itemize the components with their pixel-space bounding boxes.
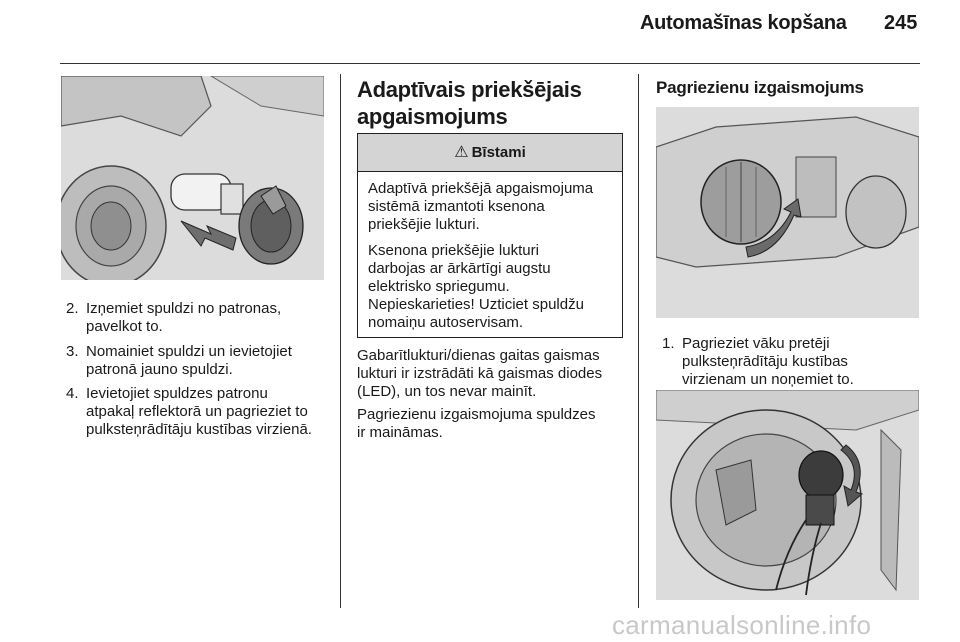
warning-line: elektrisko spriegumu. [368, 278, 510, 295]
step-text-line: pulksteņrādītāju kustības virzienā. [86, 421, 312, 438]
site-watermark: carmanualsonline.info [612, 610, 872, 640]
paragraph-line: ir maināmas. [357, 424, 443, 441]
cornering-bulb-holder-illustration [656, 390, 919, 600]
warning-body [358, 172, 622, 348]
paragraph-line: (LED), un tos nevar mainīt. [357, 383, 537, 400]
warning-line: darbojas ar ārkārtīgi augstu [368, 260, 551, 277]
warning-line: Nepieskarieties! Uzticiet spuldžu [368, 296, 584, 313]
column-divider-right [638, 74, 639, 608]
bulb-holder-illustration [61, 76, 324, 280]
warning-paragraph [368, 242, 612, 332]
warning-line: Adaptīvā priekšējā apgaismojuma [368, 180, 594, 197]
section-heading-line: apgaismojums [357, 104, 508, 129]
paragraph-line: Gabarītlukturi/dienas gaitas gaismas [357, 347, 600, 364]
section-heading-line: Adaptīvais priekšējais [357, 77, 582, 102]
step-text-line: pulksteņrādītāju kustības [682, 353, 848, 370]
header-divider [60, 63, 920, 64]
paragraph-line: lukturi ir izstrādāti kā gaismas diodes [357, 365, 603, 382]
warning-paragraph [368, 180, 612, 234]
paragraph-line: Pagriezienu izgaismojuma spuldzes [357, 406, 596, 423]
step-text-line: Nomainiet spuldzi un ievietojiet [86, 343, 292, 360]
column-divider-left [340, 74, 341, 608]
cornering-lamp-cover-illustration [656, 107, 919, 318]
warning-line: sistēmā izmantoti ksenona [368, 198, 545, 215]
step-text-line: Pagrieziet vāku pretēji [682, 335, 830, 352]
step-number: 3. [66, 343, 79, 360]
step-number: 4. [66, 385, 79, 402]
step-text-line: patronā jauno spuldzi. [86, 361, 233, 378]
step-text-line: pavelkot to. [86, 318, 163, 335]
body-paragraph [357, 347, 629, 401]
step-text-line: Izņemiet spuldzi no patronas, [86, 300, 282, 317]
danger-warning-box [357, 133, 623, 338]
page-number: 245 [884, 12, 918, 34]
body-paragraph [357, 406, 629, 442]
step-text-line: virzienam un noņemiet to. [682, 371, 854, 388]
warning-header [358, 134, 622, 172]
step-number: 2. [66, 300, 79, 317]
subsection-heading: Pagriezienu izgaismojums [656, 78, 864, 97]
step-number: 1. [662, 335, 675, 352]
section-heading [357, 76, 627, 130]
warning-line: priekšējie lukturi. [368, 216, 480, 233]
step-text-line: atpakaļ reflektorā un pagrieziet to [86, 403, 308, 420]
page-header-title: Automašīnas kopšana [640, 12, 847, 34]
warning-line: nomaiņu autoservisam. [368, 314, 524, 331]
step-text-line: Ievietojiet spuldzes patronu [86, 385, 268, 402]
warning-line: Ksenona priekšējie lukturi [368, 242, 539, 259]
warning-triangle-icon: ⚠ [454, 144, 469, 161]
warning-title: Bīstami [471, 144, 526, 161]
